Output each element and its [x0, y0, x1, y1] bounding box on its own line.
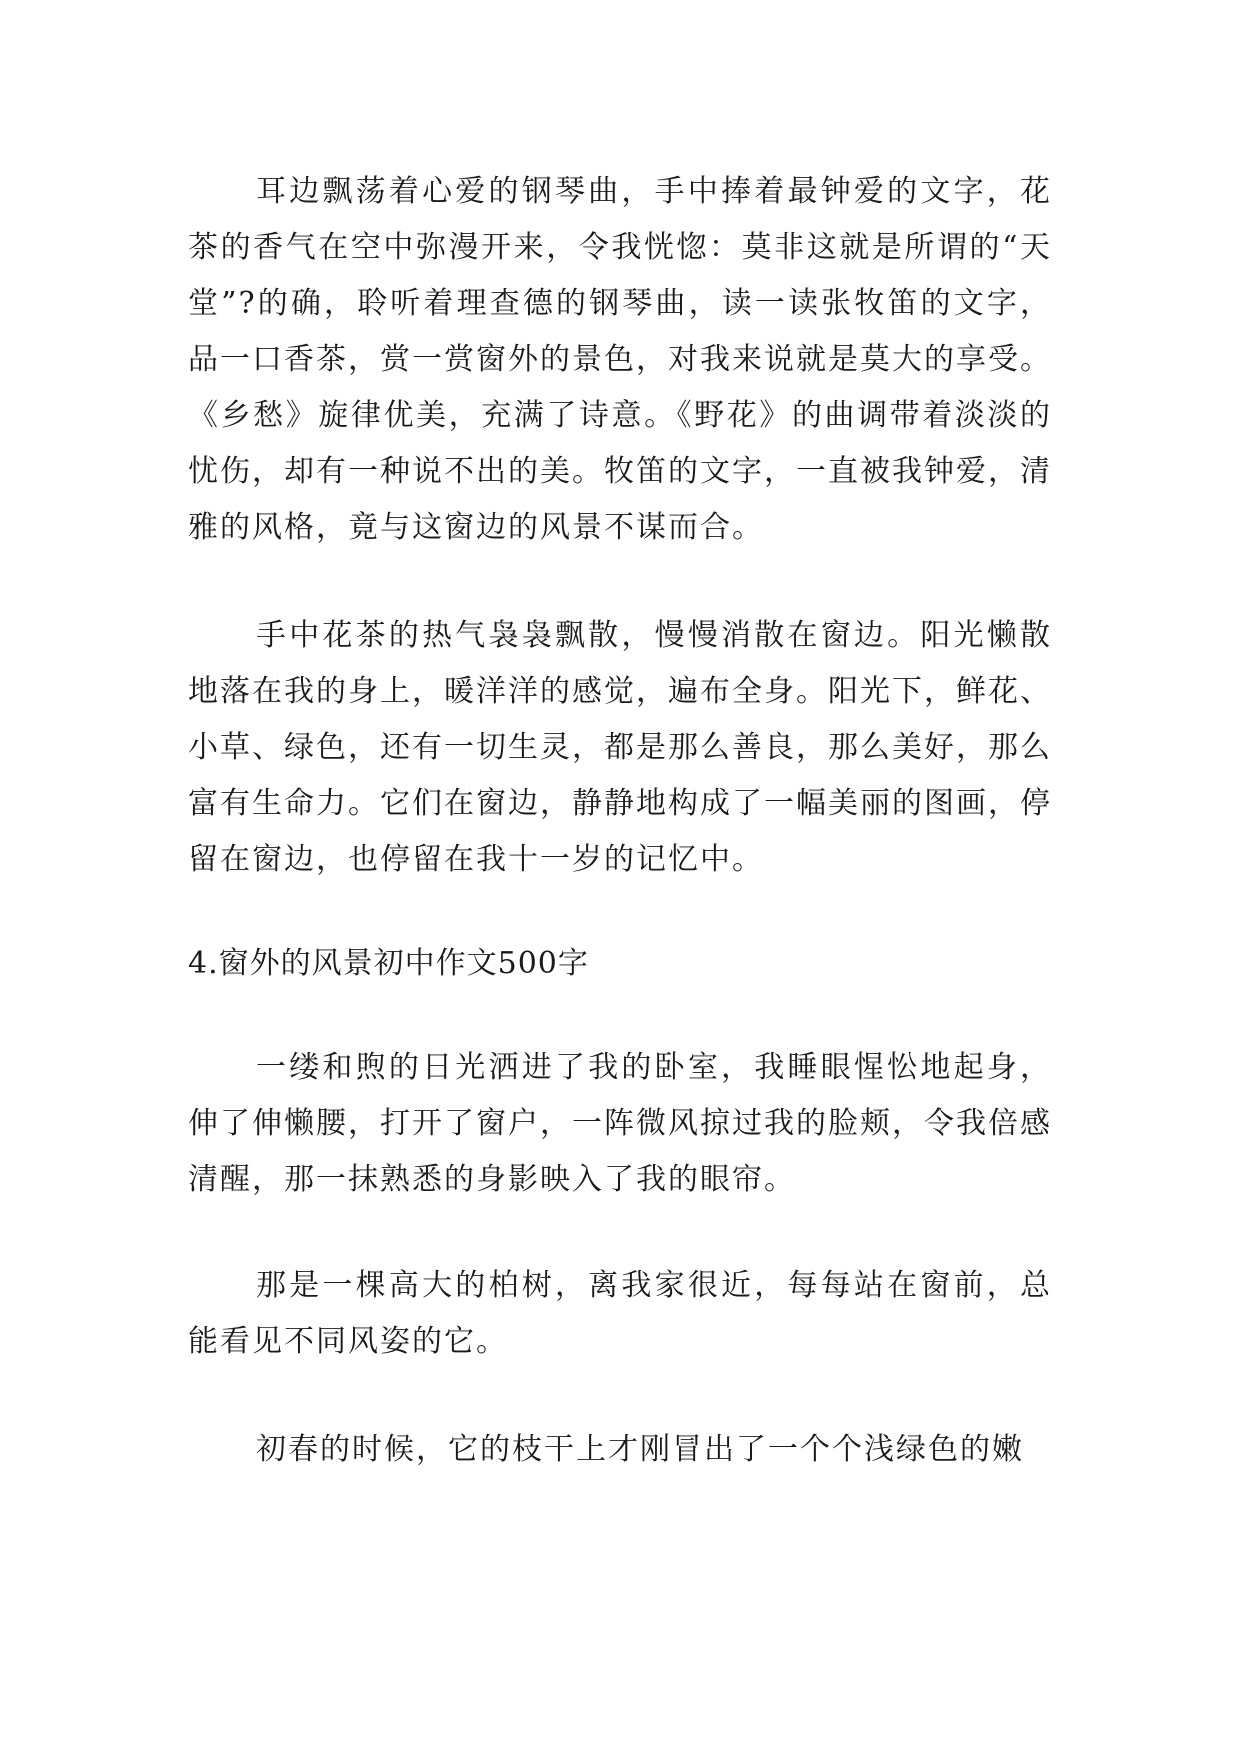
paragraph-morning-sunlight: 一缕和煦的日光洒进了我的卧室，我睡眼惺忪地起身，伸了伸懒腰，打开了窗户，一阵微风掠过我的脸颊，令我倍感清醒，那一抹熟悉的身影映入了我的眼帘。: [188, 1050, 1052, 1197]
section-heading: 4.窗外的风景初中作文500字: [188, 946, 589, 981]
paragraph-early-spring: 初春的时候，它的枝干上才刚冒出了一个个浅绿色的嫩: [256, 1432, 1024, 1467]
paragraph-piano-and-tea: 耳边飘荡着心爱的钢琴曲，手中捧着最钟爱的文字，花茶的香气在空中弥漫开来，令我恍惚：莫非这就是所谓的“天堂”?的确，聆听着理查德的钢琴曲，读一读张牧笛的文字，品一口香茶，赏一赏窗外的景色，对我来说就是莫大的享受。《乡愁》旋律优美，充满了诗意。《野花》的曲调带着淡淡的忧伤，却有一种说不出的美。牧笛的文字，一直被我钟爱，清雅的风格，竟与这窗边的风景不谋而合。: [188, 174, 1052, 545]
paragraph-sunlight-by-window: 手中花茶的热气袅袅飘散，慢慢消散在窗边。阳光懒散地落在我的身上，暖洋洋的感觉，遍布全身。阳光下，鲜花、小草、绿色，还有一切生灵，都是那么善良，那么美好，那么富有生命力。它们在窗边，静静地构成了一幅美丽的图画，停留在窗边，也停留在我十一岁的记忆中。: [188, 618, 1052, 877]
paragraph-cypress-tree: 那是一棵高大的柏树，离我家很近，每每站在窗前，总能看见不同风姿的它。: [188, 1268, 1052, 1359]
document-page: [188, 164, 1052, 1478]
